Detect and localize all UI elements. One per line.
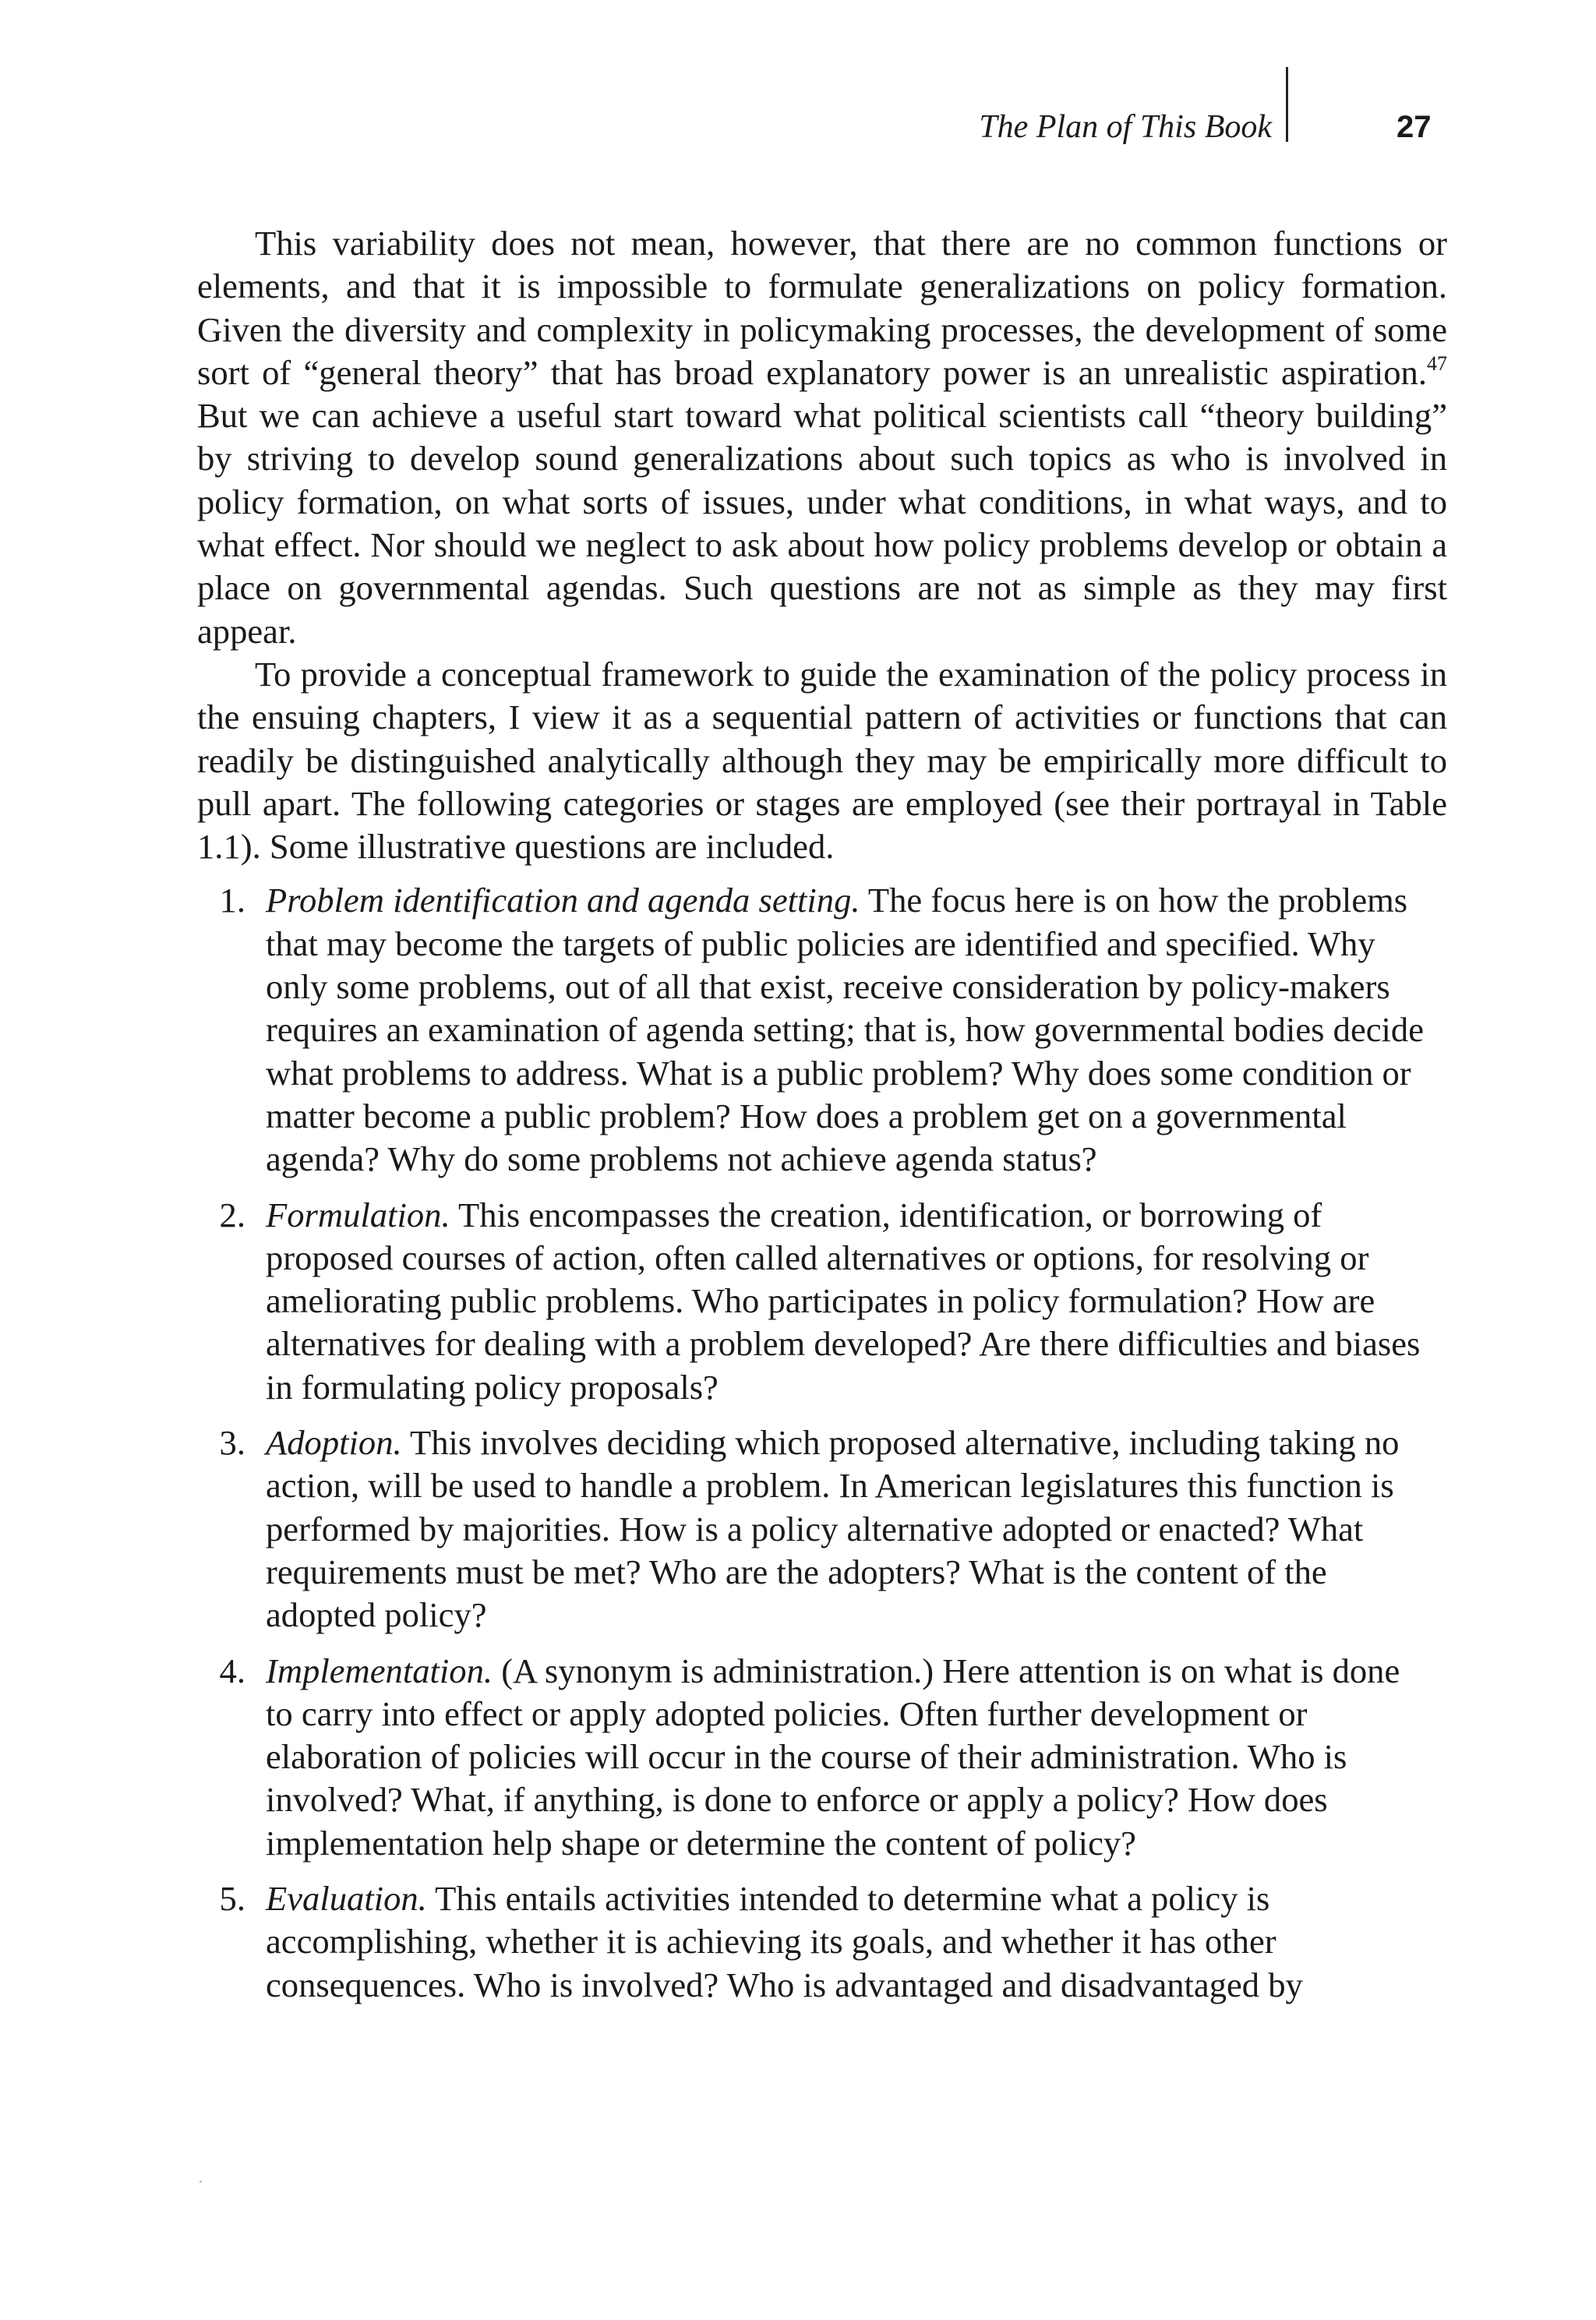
policy-stages-list — [197, 879, 1447, 2006]
list-item-text: This encompasses the creation, identification, or borrowing of proposed courses of action, often called alternatives or options, for resolving or ameliorating public problems. Who participates in policy formulation? How are alternatives for dealing with a problem developed? Are there difficulties and biases in formulating policy proposals? — [266, 1195, 1421, 1407]
list-item-body — [266, 1877, 1435, 2007]
list-item — [197, 879, 1447, 1181]
list-item-text: This entails activities intended to determine what a policy is accomplishing, whether it is achieving its goals, and whether it has other consequences. Who is involved? Who is advantaged and disadvantaged by — [266, 1878, 1303, 2004]
paragraph-1 — [197, 222, 1447, 653]
list-item-body — [266, 879, 1435, 1181]
list-item-text: (A synonym is administration.) Here attention is on what is done to carry into effect or apply adopted policies. Often further development or elaboration of policies will occur in the course of their administration. Who is involved? What, if anything, is done to enforce or apply a policy? How does implementation help shape or determine the content of policy? — [266, 1651, 1400, 1863]
list-item-body — [266, 1194, 1435, 1409]
list-item-term: Problem identification and agenda setting. — [266, 881, 860, 920]
footnote-reference: 47 — [1427, 351, 1447, 375]
list-item-term: Adoption. — [266, 1423, 402, 1463]
paragraph-1-text-b: But we can achieve a useful start toward what political scientists call “theory building” by striving to develop sound generalizations about such topics as who is involved in policy formation, on what sorts of issues, under what conditions, in what ways, and to what effect. Nor should we neglect to ask about how policy problems develop or obtain a place on governmental agendas. Such questions are not as simple as they may first appear. — [197, 396, 1447, 651]
scan-speck — [200, 2181, 202, 2183]
list-item-term: Implementation. — [266, 1651, 493, 1690]
list-item-term: Evaluation. — [266, 1878, 427, 1918]
list-item-body — [266, 1421, 1435, 1637]
list-item-text: The focus here is on how the problems that may become the targets of public policies are identified and specified. Why only some problems, out of all that exist, receive consideration by policy-makers requires an examination of agenda setting; that is, how governmental bodies decide what problems to address. What is a public problem? Why does some condition or matter become a public problem? How does a problem get on a governmental agenda? Why do some problems not achieve agenda status? — [266, 881, 1425, 1179]
list-item — [197, 1194, 1447, 1409]
list-item — [197, 1421, 1447, 1637]
body-text — [197, 222, 1447, 2019]
list-item-number: 4. — [219, 1651, 245, 1690]
list-item-number: 1. — [219, 881, 245, 920]
list-item — [197, 1650, 1447, 1865]
list-item-number: 5. — [219, 1878, 245, 1918]
paragraph-2: To provide a conceptual framework to guide the examination of the policy process in the ensuing chapters, I view it as a sequential pattern of activities or functions that can readily be distinguished analytically although they may be empirically more difficult to pull apart. The following categories or stages are employed (see their portrayal in Table 1.1). Some illustrative questions are included. — [197, 654, 1447, 867]
running-head-title: The Plan of This Book — [979, 109, 1272, 145]
list-item-text: This involves deciding which proposed alternative, including taking no action, will be used to handle a problem. In American legislatures this function is performed by majorities. How is a policy alternative adopted or enacted? What requirements must be met? Who are the adopters? What is the content of the adopted policy? — [266, 1423, 1400, 1635]
list-item-number: 2. — [219, 1195, 245, 1234]
header-divider — [1286, 67, 1288, 142]
list-item-number: 3. — [219, 1423, 245, 1463]
list-item-term: Formulation. — [266, 1195, 450, 1234]
list-item-body — [266, 1650, 1435, 1865]
list-item — [197, 1877, 1447, 2007]
page-number: 27 — [1396, 110, 1432, 144]
paragraph-1-text-a: This variability does not mean, however, that there are no common functions or elements, and that it is impossible to formulate generalizations on policy formation. Given the diversity and complexity in policymaking processes, the development of some sort of “general theory” that has broad explanatory power is an unrealistic aspiration. — [197, 224, 1447, 392]
